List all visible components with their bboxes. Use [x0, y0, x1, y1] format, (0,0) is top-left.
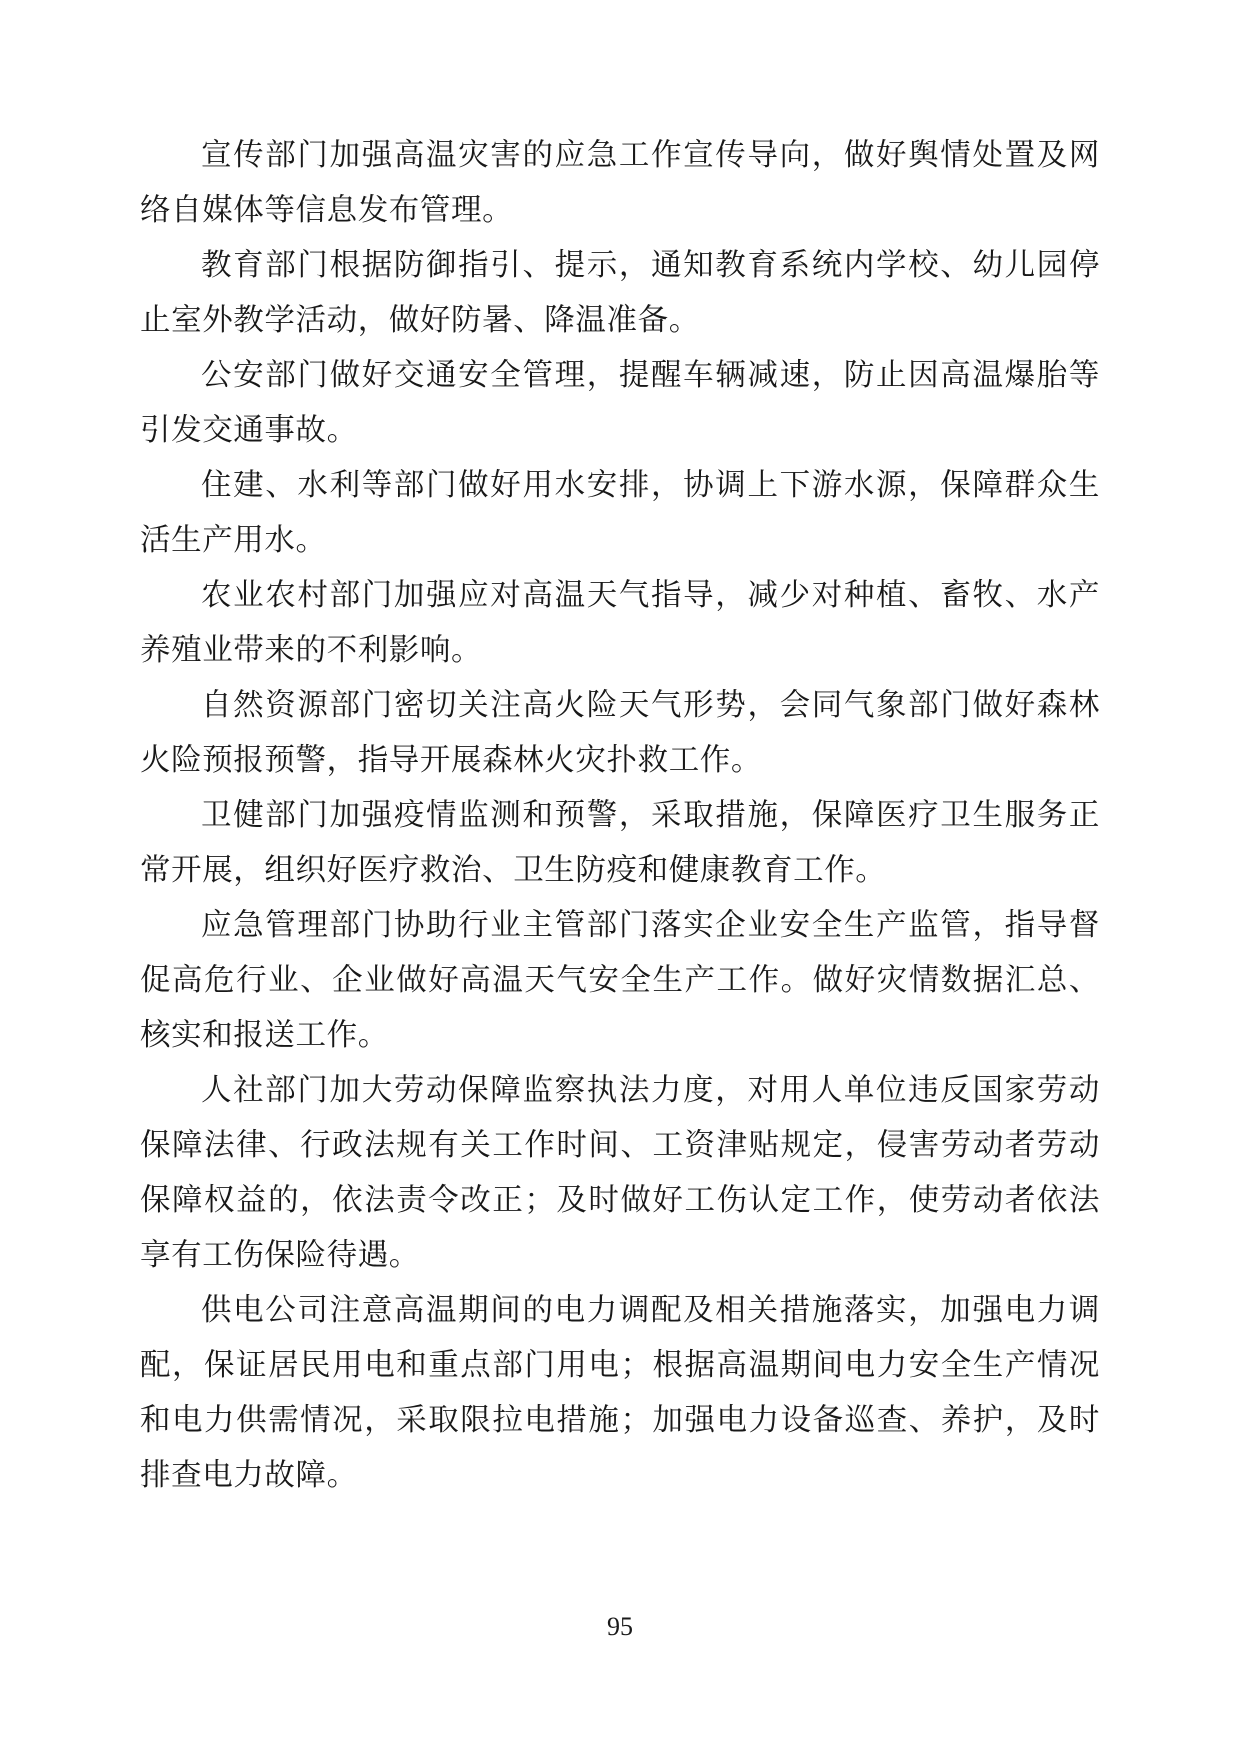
page-number: 95: [607, 1612, 633, 1641]
paragraph: 住建、水利等部门做好用水安排，协调上下游水源，保障群众生活生产用水。: [140, 468, 1100, 557]
paragraph: 人社部门加大劳动保障监察执法力度，对用人单位违反国家劳动保障法律、行政法规有关工作时间、工资津贴规定，侵害劳动者劳动保障权益的，依法责令改正；及时做好工伤认定工作，使劳动者依法享有工伤保险待遇。: [140, 1073, 1100, 1272]
paragraph: 应急管理部门协助行业主管部门落实企业安全生产监管，指导督促高危行业、企业做好高温天气安全生产工作。做好灾情数据汇总、核实和报送工作。: [140, 908, 1100, 1052]
paragraph: 宣传部门加强高温灾害的应急工作宣传导向，做好舆情处置及网络自媒体等信息发布管理。: [140, 138, 1100, 227]
paragraph: 供电公司注意高温期间的电力调配及相关措施落实，加强电力调配，保证居民用电和重点部门用电；根据高温期间电力安全生产情况和电力供需情况，采取限拉电措施；加强电力设备巡查、养护，及时排查电力故障。: [140, 1293, 1100, 1492]
document-body: [140, 128, 1100, 1503]
paragraph: 自然资源部门密切关注高火险天气形势，会同气象部门做好森林火险预报预警，指导开展森林火灾扑救工作。: [140, 688, 1100, 777]
paragraph: 卫健部门加强疫情监测和预警，采取措施，保障医疗卫生服务正常开展，组织好医疗救治、卫生防疫和健康教育工作。: [140, 798, 1100, 887]
paragraph: 农业农村部门加强应对高温天气指导，减少对种植、畜牧、水产养殖业带来的不利影响。: [140, 578, 1100, 667]
paragraph: 公安部门做好交通安全管理，提醒车辆减速，防止因高温爆胎等引发交通事故。: [140, 358, 1100, 447]
paragraph: 教育部门根据防御指引、提示，通知教育系统内学校、幼儿园停止室外教学活动，做好防暑、降温准备。: [140, 248, 1100, 337]
